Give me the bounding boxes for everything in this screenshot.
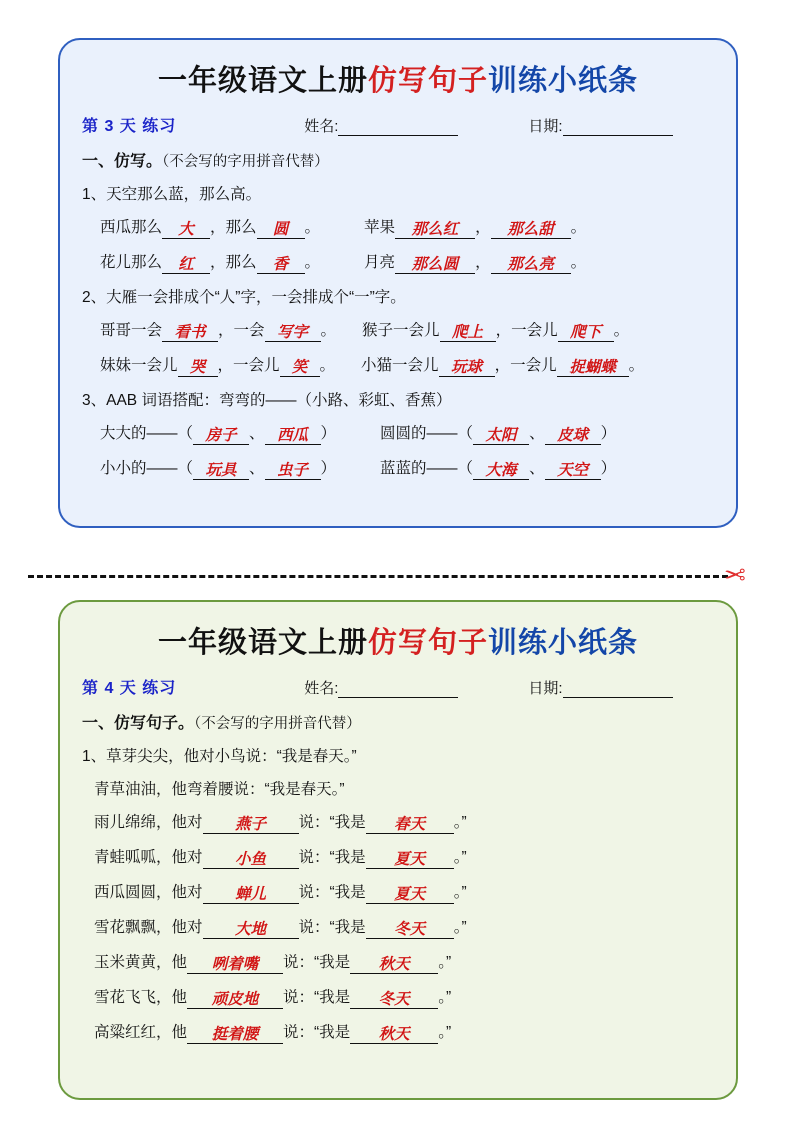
row-tail: ） [320,460,337,477]
row-mid: 说：“我是 [298,884,366,901]
title-part-2: 仿写句子 [367,65,488,97]
row-subject: 高粱红红，他 [94,1024,188,1041]
example-sentence-2-row [60,777,736,799]
row-right-prefix: 小猫一会儿 [361,357,439,374]
answer-row [60,950,736,974]
row-right-mid: 、 [529,425,545,442]
answer-blank[interactable]: 爬上 [440,324,496,342]
row-subject: 雪花飘飘，他对 [94,919,203,936]
row-mid: ，一会 [218,322,265,339]
answer-blank[interactable]: 大海 [473,462,529,480]
answer-blank[interactable]: 夏天 [366,886,454,904]
row-tail: 。” [438,989,452,1006]
answer-blank[interactable]: 房子 [193,427,249,445]
answer-row [60,456,736,480]
row-right-prefix: 苹果 [364,219,396,236]
row-mid: ，一会儿 [217,357,280,374]
row-right-mid: ， [475,219,491,236]
row-mid: 说：“我是 [283,954,351,971]
row-tail: 。” [438,1024,452,1041]
row-subject: 玉米黄黄，他 [94,954,188,971]
answer-blank[interactable]: 笑 [280,359,320,377]
answer-blank[interactable]: 大地 [203,921,299,939]
answer-blank[interactable]: 天空 [545,462,601,480]
date-label: 日期: [528,118,563,135]
row-mid: ，那么 [210,219,257,236]
answer-row [60,1020,736,1044]
row-right-tail: 。 [570,219,587,236]
question-number: 2、 [82,289,107,306]
section-heading [60,148,736,171]
title-part-3: 训练小纸条 [488,627,639,659]
question-text: AAB 词语搭配：弯弯的——（小路、彩虹、香蕉） [106,392,452,409]
sheet-title [60,620,736,661]
answer-blank[interactable]: 那么甜 [491,221,571,239]
answer-row [60,985,736,1009]
answer-blank[interactable]: 西瓜 [265,427,321,445]
row-tail: 。 [320,322,337,339]
title-part-2: 仿写句子 [367,627,488,659]
section-title: 一、仿写句子。 [82,715,195,732]
answer-blank[interactable]: 冬天 [366,921,454,939]
question-prompt [60,182,736,204]
answer-blank[interactable]: 蝉儿 [203,886,299,904]
row-right-prefix: 圆圆的——（ [380,425,474,442]
answer-blank[interactable]: 大 [162,221,210,239]
answer-blank[interactable]: 那么圆 [395,256,475,274]
row-mid: 说：“我是 [298,814,366,831]
name-label: 姓名: [304,118,339,135]
answer-row [60,318,736,342]
scissors-icon: ✂ [724,560,746,590]
row-mid: ，那么 [210,254,257,271]
answer-row [60,845,736,869]
row-right-mid: ，一会儿 [495,322,558,339]
cut-line [28,560,764,590]
sheet-meta [60,113,736,136]
answer-row [60,915,736,939]
practice-sheet-day4 [58,600,738,1100]
answer-blank[interactable]: 太阳 [473,427,529,445]
row-right-prefix: 蓝蓝的——（ [380,460,474,477]
section-heading [60,710,736,733]
answer-row [60,215,736,239]
name-input[interactable] [338,682,458,698]
dashed-line [28,575,728,578]
answer-blank[interactable]: 虫子 [265,462,321,480]
row-left-prefix: 花儿那么 [100,254,163,271]
row-right-mid: 、 [529,460,545,477]
title-part-3: 训练小纸条 [488,65,639,97]
answer-blank[interactable]: 圆 [257,221,305,239]
question-prompt [60,285,736,307]
row-right-tail: 。 [613,322,630,339]
answer-blank[interactable]: 红 [162,256,210,274]
sheet-title [60,58,736,99]
answer-row [60,880,736,904]
row-subject: 西瓜圆圆，他对 [94,884,203,901]
answer-row [60,353,736,377]
row-left-prefix: 哥哥一会 [100,322,163,339]
row-mid: 说：“我是 [283,989,351,1006]
question-number: 1、 [82,186,107,203]
row-tail: 。” [453,884,467,901]
row-right-mid: ， [475,254,491,271]
date-label: 日期: [528,680,563,697]
answer-blank[interactable]: 春天 [366,816,454,834]
row-left-prefix: 大大的——（ [100,425,194,442]
answer-row [60,810,736,834]
question-number: 3、 [82,392,107,409]
row-right-prefix: 月亮 [364,254,396,271]
row-right-prefix: 猴子一会儿 [362,322,440,339]
answer-blank[interactable]: 挺着腰 [187,1026,283,1044]
date-input[interactable] [563,120,673,136]
row-tail: 。” [438,954,452,971]
answer-blank[interactable]: 咧着嘴 [187,956,283,974]
answer-blank[interactable]: 哭 [178,359,218,377]
answer-row [60,421,736,445]
answer-blank[interactable]: 玩具 [193,462,249,480]
day-label: 第 3 天 练习 [82,118,177,135]
answer-blank[interactable]: 玩球 [439,359,495,377]
row-left-prefix: 妹妹一会儿 [100,357,178,374]
row-mid: 、 [249,425,265,442]
name-input[interactable] [338,120,458,136]
example-sentence-1: 草芽尖尖，他对小鸟说：“我是春天。” [106,748,357,765]
answer-blank[interactable]: 秋天 [350,1026,438,1044]
answer-blank[interactable]: 冬天 [350,991,438,1009]
row-subject: 雨儿绵绵，他对 [94,814,203,831]
row-subject: 雪花飞飞，他 [94,989,188,1006]
row-left-prefix: 小小的——（ [100,460,194,477]
row-tail: 。 [304,254,321,271]
row-tail: 。 [304,219,321,236]
answer-blank[interactable]: 香 [257,256,305,274]
row-right-tail: 。 [570,254,587,271]
answer-blank[interactable]: 写字 [265,324,321,342]
answer-blank[interactable]: 秋天 [350,956,438,974]
answer-row [60,250,736,274]
row-mid: 、 [249,460,265,477]
section-note: （不会写的字用拼音代替） [162,154,329,170]
answer-blank[interactable]: 小鱼 [203,851,299,869]
answer-blank[interactable]: 那么亮 [491,256,571,274]
question-number: 1、 [82,748,107,765]
row-tail: 。” [453,849,467,866]
answer-blank[interactable]: 那么红 [395,221,475,239]
answer-blank[interactable]: 捉蝴蝶 [557,359,629,377]
day-label: 第 4 天 练习 [82,680,177,697]
question-prompt [60,744,736,766]
row-subject: 青蛙呱呱，他对 [94,849,203,866]
answer-blank[interactable]: 看书 [162,324,218,342]
example-sentence-2: 青草油油，他弯着腰说：“我是春天。” [94,781,345,798]
question-text: 大雁一会排成个“人”字，一会排成个“一”字。 [106,289,406,306]
row-right-tail: ） [600,425,617,442]
title-part-1: 一年级语文上册 [157,627,368,659]
practice-sheet-day3 [58,38,738,528]
row-right-tail: 。 [628,357,645,374]
row-tail: 。 [319,357,336,374]
row-tail: ） [320,425,337,442]
row-right-mid: ，一会儿 [494,357,557,374]
row-tail: 。” [453,919,467,936]
answer-blank[interactable]: 顽皮地 [187,991,283,1009]
answer-blank[interactable]: 燕子 [203,816,299,834]
name-label: 姓名: [304,680,339,697]
sheet-meta [60,675,736,698]
question-prompt [60,388,736,410]
section-note: （不会写的字用拼音代替） [194,716,361,732]
row-left-prefix: 西瓜那么 [100,219,163,236]
answer-blank[interactable]: 夏天 [366,851,454,869]
section-title: 一、仿写。 [82,153,163,170]
title-part-1: 一年级语文上册 [157,65,368,97]
row-mid: 说：“我是 [298,919,366,936]
row-tail: 。” [453,814,467,831]
row-mid: 说：“我是 [283,1024,351,1041]
row-right-tail: ） [600,460,617,477]
row-mid: 说：“我是 [298,849,366,866]
answer-blank[interactable]: 皮球 [545,427,601,445]
question-text: 天空那么蓝，那么高。 [106,186,262,203]
answer-blank[interactable]: 爬下 [558,324,614,342]
date-input[interactable] [563,682,673,698]
